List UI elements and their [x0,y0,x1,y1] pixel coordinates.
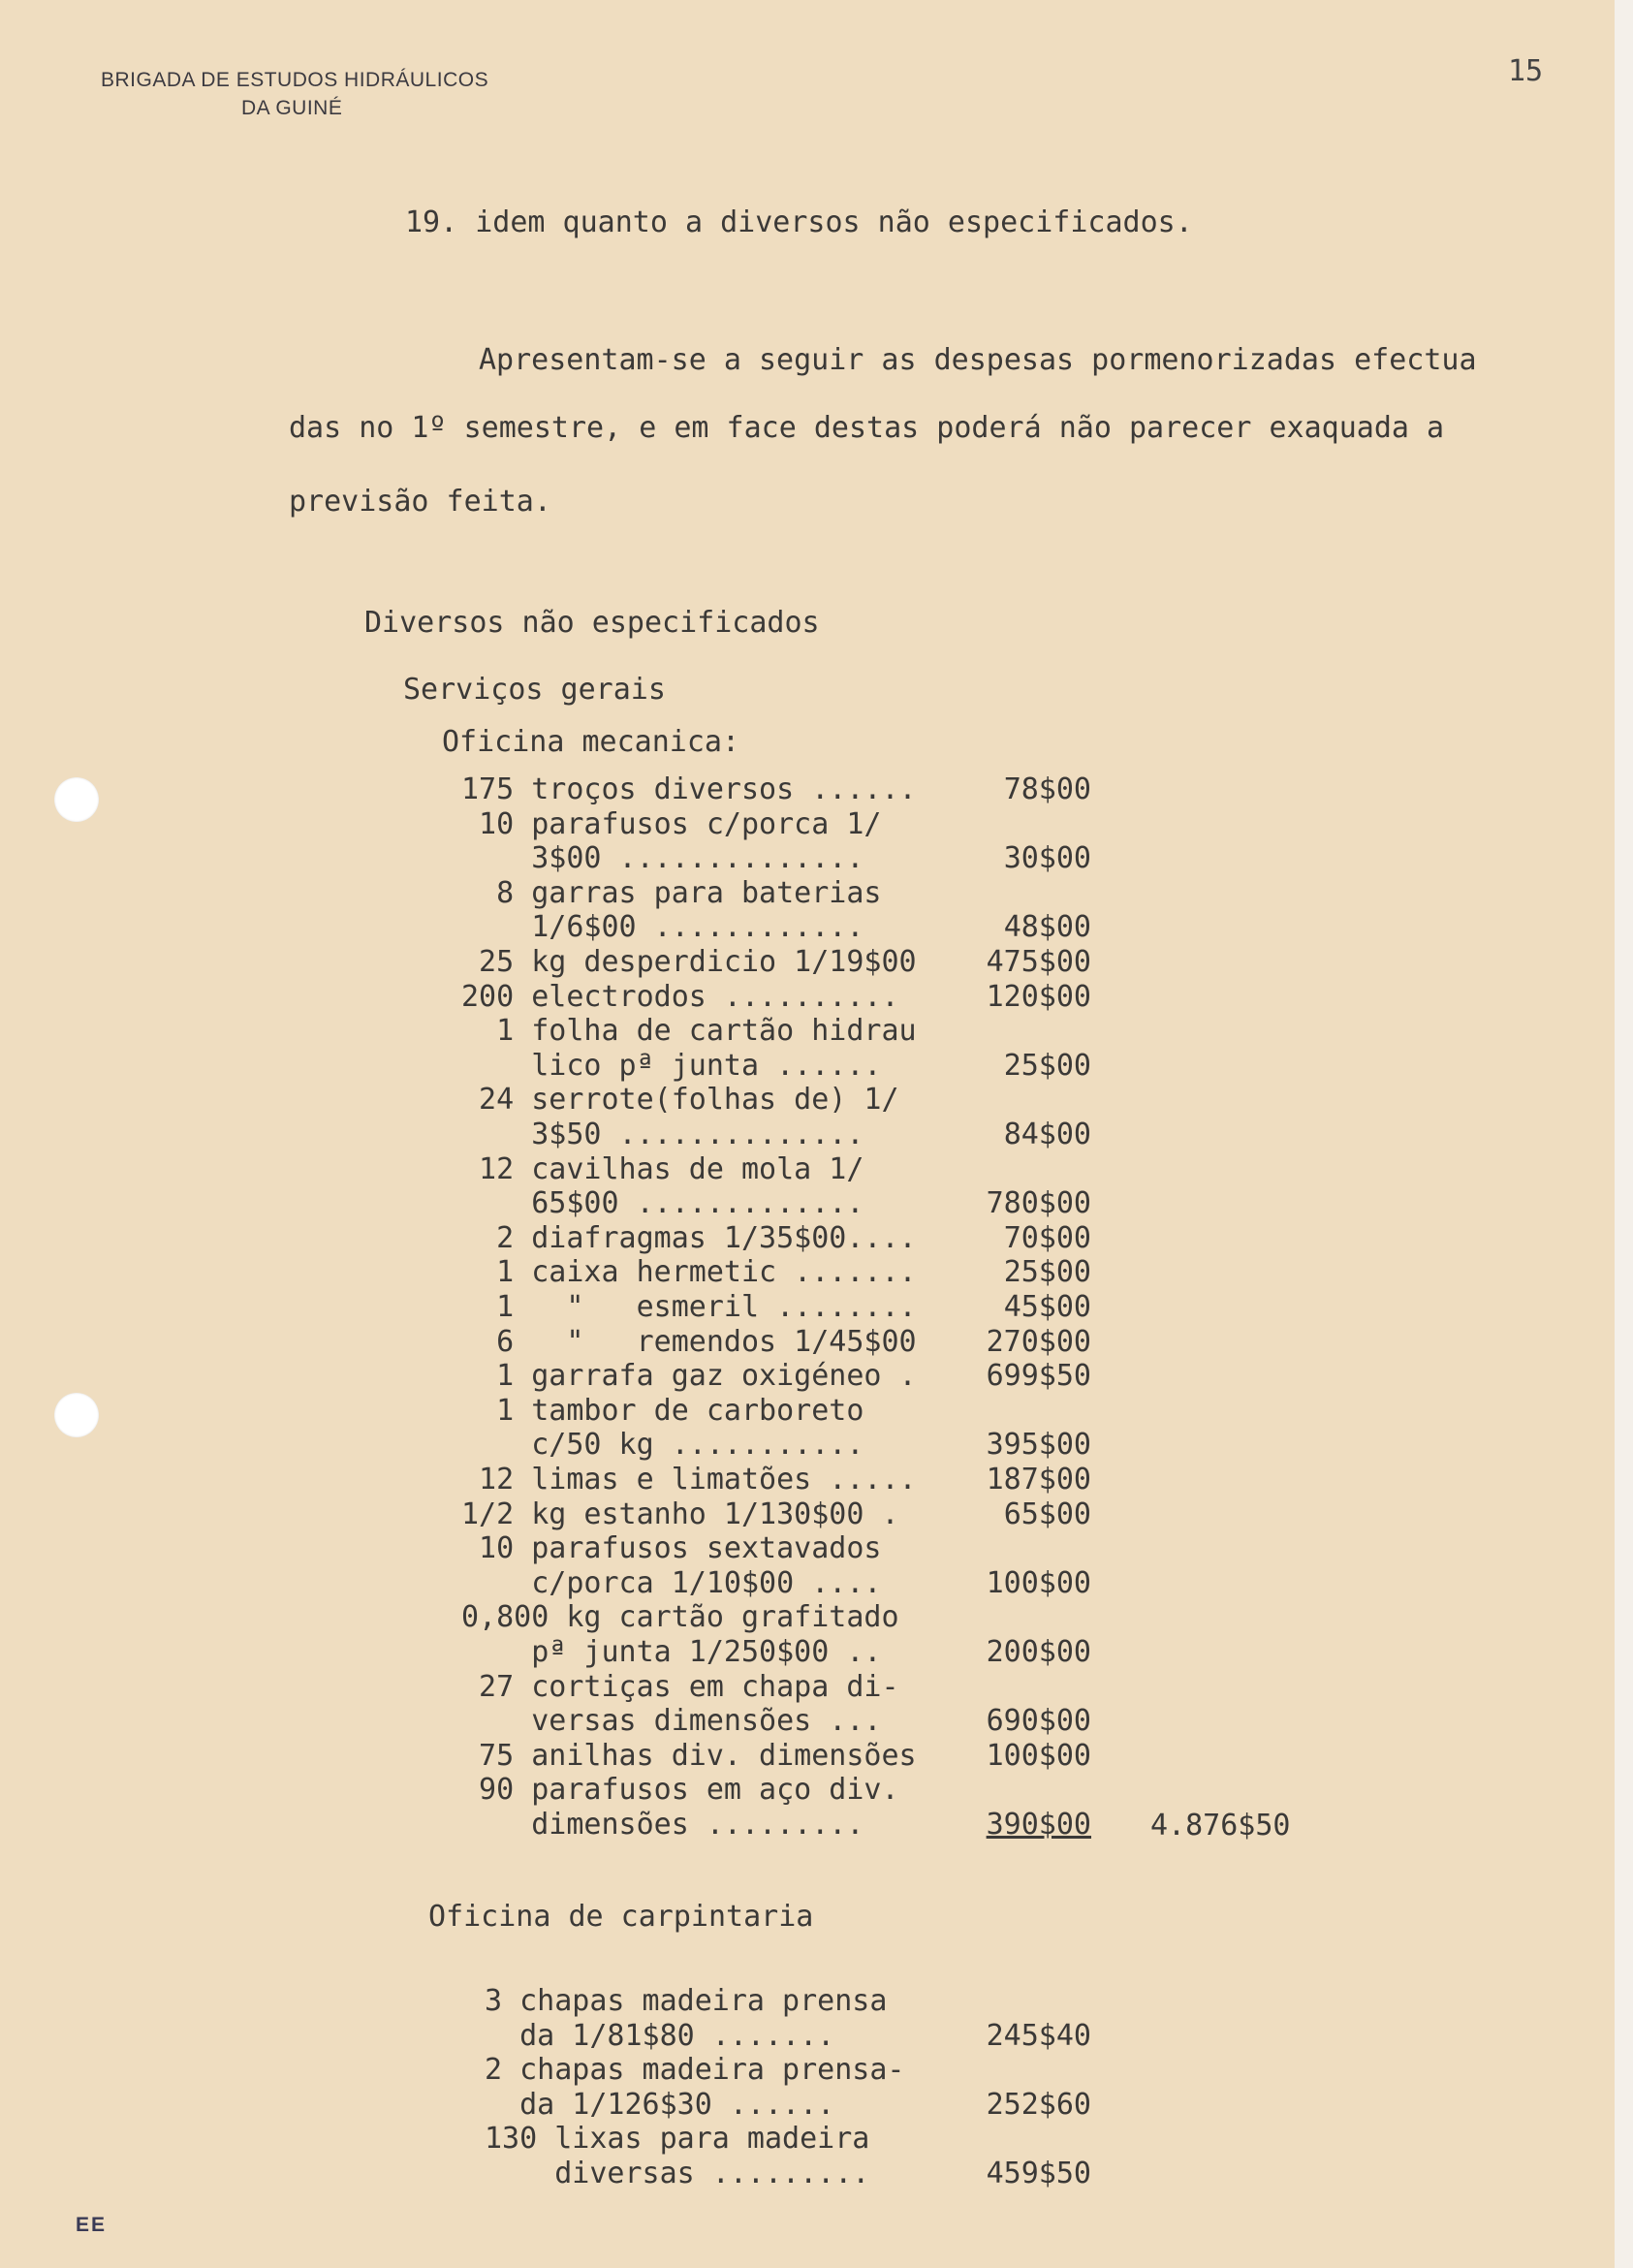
list-item-text: 2 diafragmas 1/35$00.... [461,1220,917,1255]
list-item-text: 24 serrote(folhas de) 1/ [461,1083,899,1118]
list-item-text: 2 chapas madeira prensa- [485,2053,905,2088]
list-item-text: c/50 kg ........... [461,1428,864,1463]
punch-hole-top [54,777,99,822]
list-item-text: 6 " remendos 1/45$00 [461,1324,917,1359]
page-edge [1615,0,1633,2268]
list-item-text: c/porca 1/10$00 .... [461,1565,882,1600]
list-item-text: 3 chapas madeira prensa [485,1984,888,2018]
list-item-text: 175 troços diversos ...... [461,772,917,806]
list-item-value: 187$00 [986,1463,1091,1496]
list-item-value: 78$00 [1003,772,1091,806]
item-19-text: 19. idem quanto a diversos não especificados. [405,205,1193,239]
list-item-value: 100$00 [986,1738,1091,1773]
list-item-text: 10 parafusos sextavados [461,1531,882,1566]
list-item-value: 45$00 [1003,1290,1091,1324]
mechanical-total: 4.876$50 [1150,1809,1291,1843]
list-item-value: 690$00 [986,1704,1091,1739]
list-item-value: 252$60 [986,2087,1091,2122]
list-item-text: da 1/126$30 ...... [485,2087,835,2122]
org-name-line1: BRIGADA DE ESTUDOS HIDRÁULICOS [101,69,489,91]
list-item-value: 120$00 [986,979,1091,1014]
list-item-text: 12 limas e limatões ..... [461,1463,917,1496]
list-item-text: 1 caixa hermetic ....... [461,1255,917,1290]
list-item-value: 25$00 [1003,1048,1091,1083]
list-item-value: 30$00 [1003,841,1091,876]
list-item-value: 200$00 [986,1635,1091,1669]
org-name-line2: DA GUINÉ [241,97,343,119]
list-item-value: 84$00 [1003,1118,1091,1151]
list-item-text: 12 cavilhas de mola 1/ [461,1151,864,1186]
list-item-value: 475$00 [986,945,1091,979]
list-item-text: 200 electrodos .......... [461,979,899,1014]
list-item-text: diversas ......... [485,2157,870,2190]
list-item-text: dimensões ......... [461,1808,864,1842]
list-item-text: 0,800 kg cartão grafitado [461,1600,899,1635]
list-item-text: da 1/81$80 ....... [485,2018,835,2053]
list-item-value: 390$00 [986,1808,1091,1842]
list-item-text: 25 kg desperdicio 1/19$00 [461,945,917,979]
paragraph-line-2: das no 1º semestre, e em face destas poderá não parecer exaquada a [289,411,1445,445]
list-item-value: 780$00 [986,1186,1091,1221]
section-title: Diversos não especificados [364,606,820,640]
list-item-value: 70$00 [1003,1220,1091,1255]
workshop-carpentry-heading: Oficina de carpintaria [428,1900,814,1934]
list-item-text: 75 anilhas div. dimensões [461,1738,917,1773]
list-item-text: lico pª junta ...... [461,1048,882,1083]
list-item-value: 65$00 [1003,1496,1091,1531]
list-item-text: 90 parafusos em aço div. [461,1773,899,1808]
list-item-text: 1 tambor de carboreto [461,1393,864,1428]
list-item-text: pª junta 1/250$00 .. [461,1635,882,1669]
paragraph-line-3: previsão feita. [289,485,551,519]
list-item-text: 1 garrafa gaz oxigéneo . [461,1359,917,1394]
list-item-text: 1 folha de cartão hidrau [461,1014,917,1049]
list-item-value: 100$00 [986,1565,1091,1600]
list-item-text: 3$00 .............. [461,841,864,876]
section-subtitle: Serviços gerais [403,673,666,707]
list-item-text: 65$00 ............. [461,1186,864,1221]
list-item-value: 459$50 [986,2157,1091,2190]
list-item-text: 130 lixas para madeira [485,2122,870,2157]
list-item-text: 10 parafusos c/porca 1/ [461,806,882,841]
list-item-value: 395$00 [986,1428,1091,1463]
list-item-text: 27 cortiças em chapa di- [461,1669,899,1704]
list-item-text: versas dimensões ... [461,1704,882,1739]
list-item-text: 8 garras para baterias [461,875,882,910]
page-number: 15 [1508,54,1544,88]
list-item-value: 699$50 [986,1359,1091,1394]
list-item-value: 270$00 [986,1324,1091,1359]
list-item-value: 245$40 [986,2018,1091,2053]
punch-hole-bottom [54,1393,99,1437]
paragraph-line-1: Apresentam-se a seguir as despesas pormenorizadas efectua [479,343,1477,377]
list-item-text: 1/2 kg estanho 1/130$00 . [461,1496,899,1531]
list-item-value: 48$00 [1003,910,1091,945]
list-item-text: 1 " esmeril ........ [461,1290,917,1324]
workshop-mechanical-heading: Oficina mecanica: [442,725,740,759]
list-item-text: 1/6$00 ............ [461,910,864,945]
list-item-value: 25$00 [1003,1255,1091,1290]
list-item-text: 3$50 .............. [461,1118,864,1151]
letterhead [101,66,488,122]
footer-mark: EE [76,2214,108,2236]
